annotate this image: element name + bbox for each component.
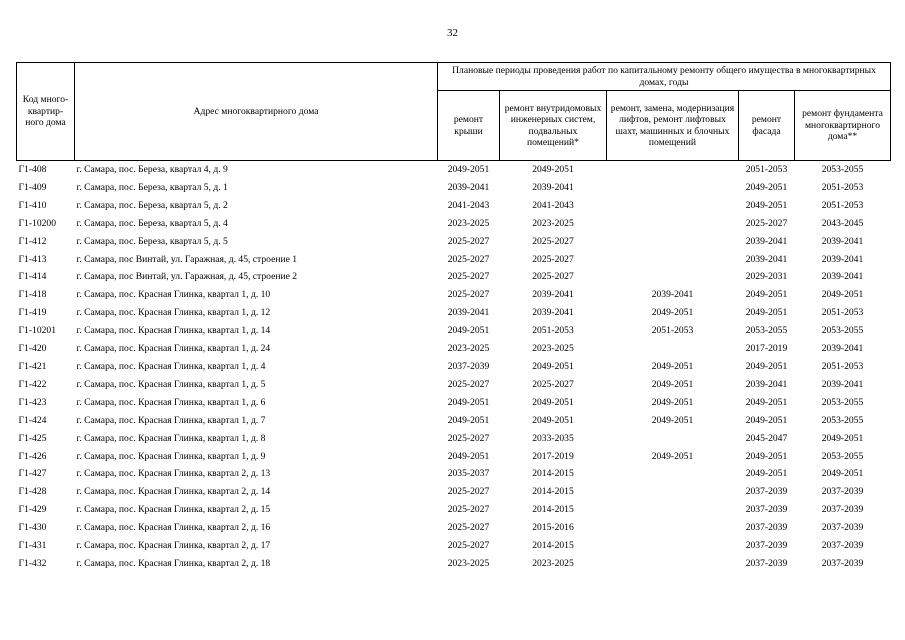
cell-roof: 2049-2051 (447, 164, 490, 175)
cell-facade: 2053-2055 (745, 325, 788, 337)
header-address: Адрес многоквартирного дома (75, 63, 438, 161)
cell-lifts: 2049-2051 (651, 396, 694, 408)
cell-address: г. Самара, пос. Красная Глинка, квартал 1, д. 24 (76, 343, 271, 355)
table-row (17, 358, 891, 376)
cell-foundation: 2039-2041 (821, 343, 864, 355)
cell-lifts (607, 430, 739, 448)
cell-roof: 2025-2027 (447, 253, 490, 265)
cell-address: г. Самара, пос. Красная Глинка, квартал 1, д. 12 (76, 307, 271, 319)
cell-address: г. Самара, пос. Красная Глинка, квартал 1, д. 10 (76, 289, 271, 301)
cell-address: г. Самара, пос. Красная Глинка, квартал 2, д. 18 (76, 557, 271, 569)
cell-foundation: 2053-2055 (821, 164, 864, 175)
cell-facade: 2049-2051 (745, 181, 788, 193)
table-row (17, 519, 891, 537)
cell-code: Г1-422 (18, 378, 47, 390)
table-row (17, 465, 891, 483)
cell-systems: 2025-2027 (532, 271, 574, 283)
cell-lifts (607, 161, 739, 179)
cell-code: Г1-10201 (18, 325, 57, 337)
cell-systems: 2014-2015 (532, 468, 574, 480)
cell-facade: 2049-2051 (745, 468, 788, 480)
cell-facade: 2049-2051 (745, 307, 788, 319)
cell-lifts (607, 519, 739, 537)
cell-code: Г1-431 (18, 540, 47, 552)
cell-roof: 2025-2027 (447, 540, 490, 552)
cell-lifts: 2051-2053 (651, 325, 694, 337)
cell-roof: 2041-2043 (447, 199, 490, 211)
cell-systems: 2017-2019 (532, 450, 574, 462)
cell-code: Г1-428 (18, 486, 47, 498)
cell-roof: 2049-2051 (447, 325, 490, 337)
cell-foundation: 2037-2039 (821, 540, 864, 552)
cell-foundation: 2039-2041 (821, 378, 864, 390)
cell-facade: 2049-2051 (745, 396, 788, 408)
cell-lifts (607, 340, 739, 358)
cell-code: Г1-421 (18, 360, 47, 372)
cell-lifts: 2049-2051 (651, 450, 694, 462)
cell-code: Г1-414 (18, 271, 47, 283)
cell-facade: 2049-2051 (745, 289, 788, 301)
cell-foundation: 2039-2041 (821, 253, 864, 265)
cell-code: Г1-424 (18, 414, 47, 426)
table-row (17, 448, 891, 466)
cell-foundation: 2051-2053 (821, 181, 864, 193)
cell-roof: 2025-2027 (447, 378, 490, 390)
cell-facade: 2049-2051 (745, 360, 788, 372)
table-row (17, 304, 891, 322)
cell-roof: 2025-2027 (447, 289, 490, 301)
cell-lifts: 2039-2041 (651, 289, 694, 301)
cell-facade: 2029-2031 (745, 271, 788, 283)
cell-roof: 2025-2027 (447, 432, 490, 444)
cell-address: г. Самара, пос. Береза, квартал 4, д. 9 (76, 164, 228, 175)
cell-code: Г1-425 (18, 432, 47, 444)
cell-foundation: 2039-2041 (821, 271, 864, 283)
cell-address: г. Самара, пос. Красная Глинка, квартал 1, д. 14 (76, 325, 271, 337)
cell-lifts (607, 251, 739, 269)
table-row (17, 394, 891, 412)
cell-code: Г1-420 (18, 343, 47, 355)
cell-systems: 2023-2025 (532, 217, 574, 229)
cell-address: г. Самара, пос. Красная Глинка, квартал 1, д. 7 (76, 414, 266, 426)
table-row (17, 501, 891, 519)
cell-address: г. Самара, пос. Береза, квартал 5, д. 1 (76, 181, 228, 193)
cell-address: г. Самара, пос. Красная Глинка, квартал 1, д. 8 (76, 432, 266, 444)
table-row (17, 161, 891, 179)
table-row (17, 286, 891, 304)
cell-roof: 2049-2051 (447, 414, 490, 426)
cell-address: г. Самара, пос Винтай, ул. Гаражная, д. 45, строение 1 (76, 253, 298, 265)
cell-foundation: 2049-2051 (821, 432, 864, 444)
cell-roof: 2023-2025 (447, 343, 490, 355)
header-periods: Плановые периоды проведения работ по капитальному ремонту общего имущества в многоквартирных домах, годы (438, 63, 891, 91)
cell-code: Г1-419 (18, 307, 47, 319)
cell-systems: 2039-2041 (532, 307, 574, 319)
cell-lifts (607, 215, 739, 233)
cell-roof: 2025-2027 (447, 271, 490, 283)
cell-facade: 2017-2019 (745, 343, 788, 355)
cell-roof: 2025-2027 (447, 522, 490, 534)
cell-systems: 2025-2027 (532, 253, 574, 265)
cell-facade: 2039-2041 (745, 235, 788, 247)
table-row (17, 197, 891, 215)
cell-facade: 2049-2051 (745, 414, 788, 426)
cell-address: г. Самара, пос. Красная Глинка, квартал 2, д. 17 (76, 540, 271, 552)
table-row (17, 179, 891, 197)
cell-address: г. Самара, пос. Береза, квартал 5, д. 4 (76, 217, 228, 229)
cell-lifts: 2049-2051 (651, 378, 694, 390)
cell-lifts (607, 501, 739, 519)
cell-code: Г1-412 (18, 235, 47, 247)
table-row (17, 555, 891, 573)
cell-code: Г1-432 (18, 557, 47, 569)
cell-code: Г1-409 (18, 181, 47, 193)
page-number: 32 (447, 27, 458, 39)
cell-roof: 2039-2041 (447, 181, 490, 193)
cell-address: г. Самара, пос. Красная Глинка, квартал 1, д. 9 (76, 450, 266, 462)
cell-facade: 2037-2039 (745, 540, 788, 552)
cell-foundation: 2053-2055 (821, 450, 864, 462)
cell-systems: 2033-2035 (532, 432, 574, 444)
cell-foundation: 2037-2039 (821, 504, 864, 516)
cell-systems: 2049-2051 (532, 396, 574, 408)
cell-address: г. Самара, пос. Красная Глинка, квартал 1, д. 4 (76, 360, 266, 372)
cell-lifts (607, 179, 739, 197)
cell-systems: 2023-2025 (532, 557, 574, 569)
cell-facade: 2045-2047 (745, 432, 788, 444)
cell-foundation: 2053-2055 (821, 325, 864, 337)
cell-systems: 2014-2015 (532, 540, 574, 552)
header-roof: ремонт крыши (438, 91, 500, 161)
cell-roof: 2025-2027 (447, 504, 490, 516)
cell-address: г. Самара, пос. Красная Глинка, квартал 1, д. 5 (76, 378, 266, 390)
table-row (17, 340, 891, 358)
cell-code: Г1-418 (18, 289, 47, 301)
cell-systems: 2051-2053 (532, 325, 574, 337)
cell-systems: 2014-2015 (532, 504, 574, 516)
cell-systems: 2015-2016 (532, 522, 574, 534)
cell-address: г. Самара, пос. Береза, квартал 5, д. 2 (76, 199, 228, 211)
capital-repair-table (16, 62, 891, 573)
cell-facade: 2037-2039 (745, 557, 788, 569)
cell-code: Г1-413 (18, 253, 47, 265)
cell-code: Г1-10200 (18, 217, 57, 229)
cell-lifts (607, 268, 739, 286)
cell-systems: 2025-2027 (532, 378, 574, 390)
cell-code: Г1-429 (18, 504, 47, 516)
cell-address: г. Самара, пос. Красная Глинка, квартал 2, д. 14 (76, 486, 271, 498)
cell-lifts (607, 465, 739, 483)
cell-address: г. Самара, пос. Береза, квартал 5, д. 5 (76, 235, 228, 247)
cell-roof: 2023-2025 (447, 557, 490, 569)
cell-systems: 2049-2051 (532, 414, 574, 426)
header-foundation: ремонт фундамента многоквартирного дома** (795, 91, 891, 161)
cell-lifts (607, 537, 739, 555)
cell-foundation: 2051-2053 (821, 199, 864, 211)
cell-lifts (607, 555, 739, 573)
cell-foundation: 2037-2039 (821, 557, 864, 569)
header-code: Код много-квартир-ного дома (17, 63, 75, 161)
cell-roof: 2025-2027 (447, 235, 490, 247)
cell-facade: 2051-2053 (745, 164, 788, 175)
cell-facade: 2037-2039 (745, 522, 788, 534)
cell-lifts (607, 483, 739, 501)
cell-foundation: 2049-2051 (821, 289, 864, 301)
cell-foundation: 2039-2041 (821, 235, 864, 247)
cell-code: Г1-426 (18, 450, 47, 462)
table-row (17, 233, 891, 251)
header-systems: ремонт внутридомовых инженерных систем, подвальных помещений* (500, 91, 607, 161)
cell-code: Г1-430 (18, 522, 47, 534)
cell-systems: 2039-2041 (532, 181, 574, 193)
table-row (17, 430, 891, 448)
cell-roof: 2025-2027 (447, 486, 490, 498)
cell-facade: 2039-2041 (745, 253, 788, 265)
cell-lifts (607, 233, 739, 251)
cell-lifts: 2049-2051 (651, 360, 694, 372)
cell-facade: 2049-2051 (745, 450, 788, 462)
table-body (17, 161, 891, 573)
cell-systems: 2041-2043 (532, 199, 574, 211)
cell-code: Г1-423 (18, 396, 47, 408)
cell-lifts: 2049-2051 (651, 307, 694, 319)
cell-address: г. Самара, пос. Красная Глинка, квартал 2, д. 13 (76, 468, 271, 480)
header-facade: ремонт фасада (739, 91, 795, 161)
cell-facade: 2025-2027 (745, 217, 788, 229)
cell-address: г. Самара, пос. Красная Глинка, квартал 1, д. 6 (76, 396, 266, 408)
cell-facade: 2049-2051 (745, 199, 788, 211)
cell-roof: 2039-2041 (447, 307, 490, 319)
cell-roof: 2037-2039 (447, 360, 490, 372)
cell-roof: 2035-2037 (447, 468, 490, 480)
cell-address: г. Самара, пос Винтай, ул. Гаражная, д. 45, строение 2 (76, 271, 298, 283)
table-row (17, 412, 891, 430)
table-row (17, 376, 891, 394)
cell-systems: 2049-2051 (532, 164, 574, 175)
cell-foundation: 2037-2039 (821, 486, 864, 498)
table-row (17, 322, 891, 340)
table-row (17, 483, 891, 501)
cell-lifts (607, 197, 739, 215)
cell-facade: 2037-2039 (745, 486, 788, 498)
cell-code: Г1-427 (18, 468, 47, 480)
cell-foundation: 2049-2051 (821, 468, 864, 480)
cell-facade: 2037-2039 (745, 504, 788, 516)
cell-roof: 2049-2051 (447, 396, 490, 408)
table-header (17, 63, 891, 161)
cell-foundation: 2037-2039 (821, 522, 864, 534)
table-row (17, 251, 891, 269)
header-lifts: ремонт, замена, модернизация лифтов, ремонт лифтовых шахт, машинных и блочных помещений (607, 91, 739, 161)
cell-code: Г1-408 (18, 164, 47, 175)
cell-foundation: 2053-2055 (821, 414, 864, 426)
cell-lifts: 2049-2051 (651, 414, 694, 426)
cell-systems: 2049-2051 (532, 360, 574, 372)
cell-systems: 2023-2025 (532, 343, 574, 355)
cell-address: г. Самара, пос. Красная Глинка, квартал 2, д. 16 (76, 522, 271, 534)
cell-systems: 2039-2041 (532, 289, 574, 301)
cell-foundation: 2053-2055 (821, 396, 864, 408)
cell-systems: 2014-2015 (532, 486, 574, 498)
table-row (17, 268, 891, 286)
table-row (17, 537, 891, 555)
cell-foundation: 2043-2045 (821, 217, 864, 229)
cell-roof: 2023-2025 (447, 217, 490, 229)
cell-systems: 2025-2027 (532, 235, 574, 247)
cell-roof: 2049-2051 (447, 450, 490, 462)
cell-foundation: 2051-2053 (821, 360, 864, 372)
table-row (17, 215, 891, 233)
cell-foundation: 2051-2053 (821, 307, 864, 319)
cell-facade: 2039-2041 (745, 378, 788, 390)
cell-code: Г1-410 (18, 199, 47, 211)
cell-address: г. Самара, пос. Красная Глинка, квартал 2, д. 15 (76, 504, 271, 516)
